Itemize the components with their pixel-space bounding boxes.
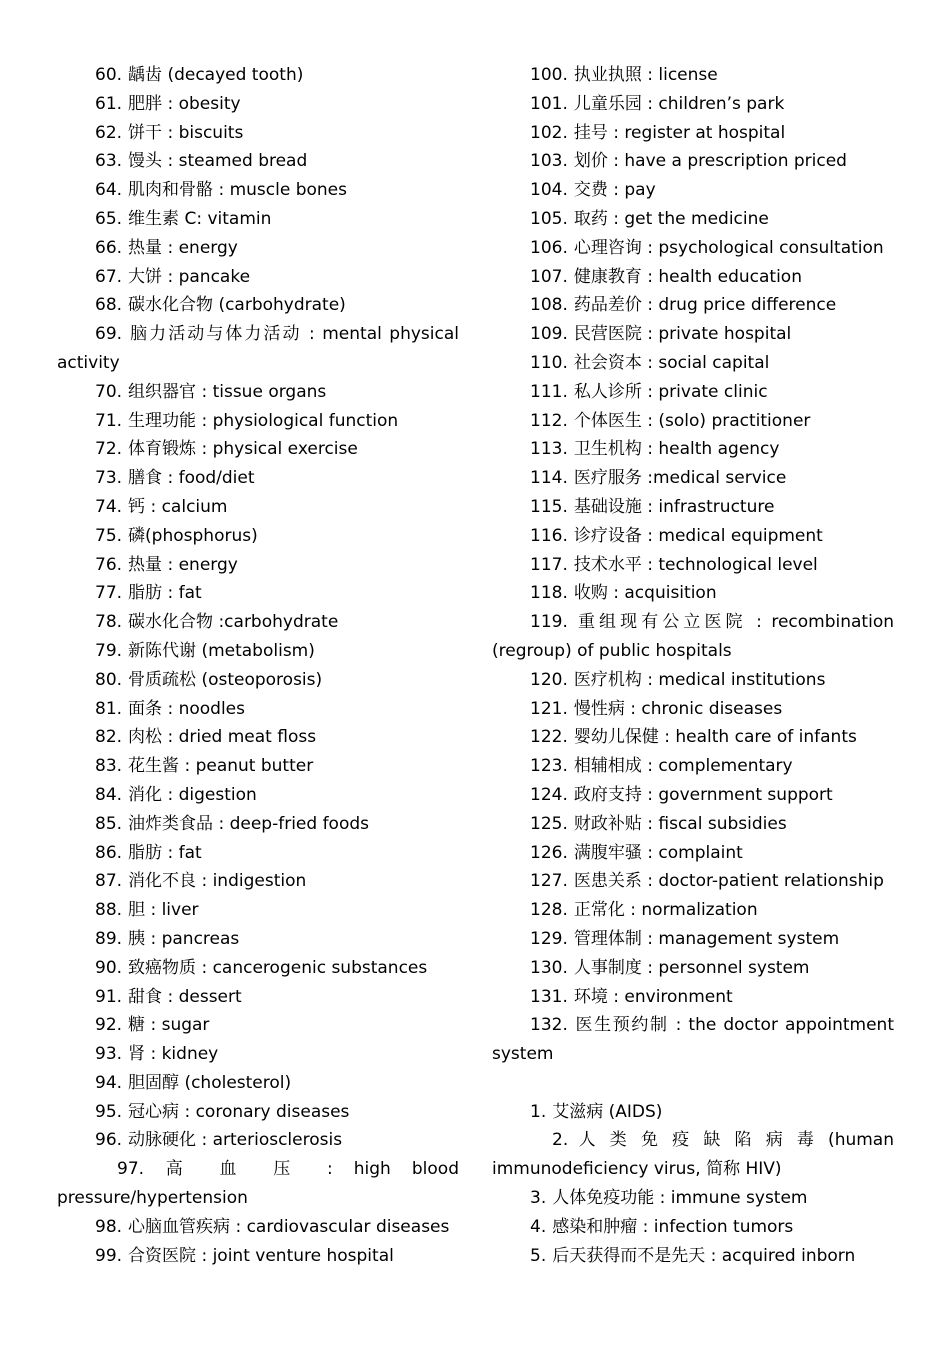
entry-text: 致癌物质 : cancerogenic substances (128, 957, 428, 978)
entry-number: 84. (95, 784, 123, 805)
glossary-entry (492, 983, 894, 1012)
entry-text: 医疗机构 : medical institutions (573, 669, 826, 690)
glossary-entry (57, 522, 459, 551)
entry-text: 管理体制 : management system (573, 928, 840, 949)
entry-number: 121. (530, 698, 568, 719)
glossary-entry (492, 551, 894, 580)
entry-number: 127. (530, 871, 568, 892)
entry-text: 政府支持 : government support (573, 784, 833, 805)
entry-number: 87. (95, 871, 123, 892)
glossary-entry (492, 493, 894, 522)
entry-text: 社会资本 : social capital (573, 352, 770, 373)
entry-number: 83. (95, 756, 123, 777)
entry-number: 64. (95, 180, 123, 201)
entry-number: 117. (530, 554, 568, 575)
glossary-entry (492, 464, 894, 493)
entry-text: 花生酱 : peanut butter (128, 756, 314, 777)
entry-text: 肾 : kidney (128, 1044, 219, 1065)
entry-number: 124. (530, 784, 568, 805)
entry-number: 69. (95, 324, 123, 345)
entry-text: 心理咨询 : psychological consultation (573, 237, 884, 258)
entry-text: 收购 : acquisition (573, 583, 717, 604)
entry-text: 健康教育 : health education (573, 266, 802, 287)
glossary-entry (57, 810, 459, 839)
entry-text: 环境 : environment (573, 986, 733, 1007)
entry-text: 高 血 压 : high blood pressure/hypertension (57, 1159, 459, 1209)
glossary-entry (57, 954, 459, 983)
entry-text: 交费 : pay (573, 180, 656, 201)
glossary-entry (57, 407, 459, 436)
entry-number: 89. (95, 928, 123, 949)
entry-text: 消化 : digestion (128, 784, 257, 805)
glossary-entry (492, 810, 894, 839)
right-column (492, 61, 894, 1270)
glossary-entry (57, 291, 459, 320)
entry-text: 龋齿 (decayed tooth) (128, 65, 304, 85)
entry-number: 120. (530, 669, 568, 690)
entry-text: 卫生机构 : health agency (573, 439, 780, 460)
entry-text: 生理功能 : physiological function (128, 410, 399, 431)
entry-number: 123. (530, 756, 568, 777)
entry-number: 132. (530, 1015, 568, 1036)
glossary-entry (492, 176, 894, 205)
glossary-entry (57, 1126, 459, 1155)
entry-text: 钙 : calcium (128, 496, 228, 517)
entry-text: 艾滋病 (AIDS) (552, 1101, 663, 1122)
entry-text: 人 类 免 疫 缺 陷 病 毒 (human immunodeficiency virus, 简称 HIV) (492, 1130, 894, 1180)
entry-number: 114. (530, 468, 568, 489)
entry-number: 103. (530, 151, 568, 172)
entry-number: 86. (95, 842, 123, 863)
glossary-entry (57, 263, 459, 292)
entry-number: 68. (95, 295, 123, 316)
glossary-entry (57, 1213, 459, 1242)
entry-text: 婴幼儿保健 : health care of infants (573, 727, 857, 748)
glossary-entry (57, 723, 459, 752)
left-column (57, 61, 459, 1270)
entry-number: 95. (95, 1101, 123, 1122)
entry-text: 合资医院 : joint venture hospital (128, 1245, 394, 1266)
glossary-entry (492, 954, 894, 983)
entry-text: 膳食 : food/diet (128, 468, 255, 489)
entry-text: 脂肪 : fat (128, 842, 202, 863)
glossary-entry (57, 839, 459, 868)
entry-text: 药品差价 : drug price difference (573, 295, 837, 316)
entry-text: 饼干 : biscuits (128, 122, 244, 143)
glossary-entry (492, 896, 894, 925)
entry-text: 挂号 : register at hospital (573, 122, 786, 143)
glossary-entry (57, 435, 459, 464)
entry-number: 77. (95, 583, 123, 604)
entry-text: 私人诊所 : private clinic (573, 381, 768, 402)
glossary-entry (492, 1126, 894, 1184)
entry-number: 66. (95, 237, 123, 258)
glossary-entry (492, 147, 894, 176)
entry-number: 4. (530, 1216, 547, 1237)
entry-number: 71. (95, 410, 123, 431)
glossary-entry (57, 867, 459, 896)
glossary-entry (492, 608, 894, 666)
entry-text: 肥胖 : obesity (128, 93, 241, 114)
entry-text: 脑力活动与体力活动 : mental physical activity (57, 324, 459, 373)
glossary-entry (57, 579, 459, 608)
entry-text: 碳水化合物 :carbohydrate (128, 612, 339, 633)
glossary-entry (492, 435, 894, 464)
glossary-entry (492, 1213, 894, 1242)
entry-text: 馒头 : steamed bread (128, 151, 308, 172)
glossary-entry (492, 205, 894, 234)
entry-text: 人体免疫功能 : immune system (552, 1188, 808, 1209)
glossary-entry (57, 1098, 459, 1127)
list-spacer (492, 1069, 894, 1098)
entry-number: 74. (95, 496, 123, 517)
glossary-entry (492, 1242, 894, 1271)
glossary-entry (492, 925, 894, 954)
glossary-entry (492, 234, 894, 263)
glossary-entry (492, 752, 894, 781)
entry-number: 78. (95, 612, 123, 633)
glossary-entry (57, 637, 459, 666)
glossary-entry (492, 839, 894, 868)
glossary-entry (57, 695, 459, 724)
entry-number: 79. (95, 640, 123, 661)
entry-number: 76. (95, 554, 123, 575)
entry-number: 82. (95, 727, 123, 748)
entry-text: 民营医院 : private hospital (573, 324, 792, 345)
glossary-entry (57, 378, 459, 407)
entry-text: 胰 : pancreas (128, 928, 240, 949)
glossary-entry (57, 320, 459, 378)
entry-text: 胆 : liver (128, 900, 199, 921)
entry-number: 115. (530, 496, 568, 517)
glossary-entry (57, 61, 459, 90)
entry-number: 131. (530, 986, 568, 1007)
entry-number: 90. (95, 957, 123, 978)
entry-number: 92. (95, 1015, 123, 1036)
entry-text: 技术水平 : technological level (573, 554, 818, 575)
entry-number: 81. (95, 698, 123, 719)
entry-number: 80. (95, 669, 123, 690)
glossary-entry (492, 579, 894, 608)
glossary-entry (492, 1098, 894, 1127)
entry-number: 96. (95, 1130, 123, 1151)
glossary-entry (492, 263, 894, 292)
entry-text: 相辅相成 : complementary (573, 756, 793, 777)
glossary-entry (57, 119, 459, 148)
entry-number: 129. (530, 928, 568, 949)
entry-number: 62. (95, 122, 123, 143)
glossary-entry (492, 1011, 894, 1069)
glossary-entry (57, 666, 459, 695)
glossary-entry (57, 464, 459, 493)
glossary-entry (57, 608, 459, 637)
entry-number: 99. (95, 1245, 123, 1266)
glossary-entry (57, 1155, 459, 1213)
entry-text: 执业执照 : license (573, 65, 718, 85)
entry-number: 108. (530, 295, 568, 316)
glossary-entry (57, 1040, 459, 1069)
entry-number: 128. (530, 900, 568, 921)
entry-text: 甜食 : dessert (128, 986, 242, 1007)
entry-number: 126. (530, 842, 568, 863)
glossary-entry (492, 666, 894, 695)
entry-number: 122. (530, 727, 568, 748)
entry-number: 93. (95, 1044, 123, 1065)
entry-text: 大饼 : pancake (128, 266, 251, 287)
entry-text: 心脑血管疾病 : cardiovascular diseases (128, 1216, 450, 1237)
entry-text: 医患关系 : doctor-patient relationship (573, 871, 884, 892)
entry-text: 肌肉和骨骼 : muscle bones (128, 180, 347, 201)
entry-text: 肉松 : dried meat floss (128, 727, 317, 748)
glossary-entry (57, 1069, 459, 1098)
entry-text: 脂肪 : fat (128, 583, 202, 604)
glossary-entry (57, 1011, 459, 1040)
glossary-entry (492, 522, 894, 551)
entry-text: 儿童乐园 : children’s park (573, 93, 785, 114)
entry-number: 118. (530, 583, 568, 604)
glossary-entry (492, 291, 894, 320)
entry-text: 个体医生 : (solo) practitioner (573, 410, 811, 431)
entry-number: 130. (530, 957, 568, 978)
entry-text: 满腹牢骚 : complaint (573, 842, 743, 863)
entry-number: 104. (530, 180, 568, 201)
entry-text: 油炸类食品 : deep-fried foods (128, 813, 370, 834)
glossary-entry (57, 752, 459, 781)
glossary-entry (57, 176, 459, 205)
entry-text: 消化不良 : indigestion (128, 871, 307, 892)
entry-number: 119. (530, 612, 568, 633)
glossary-entry (492, 723, 894, 752)
glossary-entry (492, 349, 894, 378)
glossary-entry (492, 867, 894, 896)
entry-text: 感染和肿瘤 : infection tumors (552, 1216, 794, 1237)
entry-number: 5. (530, 1245, 547, 1266)
glossary-entry (492, 407, 894, 436)
entry-text: 糖 : sugar (128, 1015, 210, 1036)
entry-text: 后天获得而不是先天 : acquired inborn (552, 1245, 856, 1266)
entry-number: 63. (95, 151, 123, 172)
entry-text: 热量 : energy (128, 554, 238, 575)
glossary-entry (492, 781, 894, 810)
entry-number: 91. (95, 986, 123, 1007)
entry-number: 109. (530, 324, 568, 345)
glossary-entry (492, 320, 894, 349)
entry-text: 骨质疏松 (osteoporosis) (128, 669, 323, 690)
entry-number: 88. (95, 900, 123, 921)
entry-text: 取药 : get the medicine (573, 208, 769, 229)
entry-text: 胆固醇 (cholesterol) (128, 1072, 292, 1093)
entry-text: 组织器官 : tissue organs (128, 381, 327, 402)
entry-number: 101. (530, 93, 568, 114)
entry-number: 100. (530, 65, 568, 85)
glossary-entry (492, 61, 894, 90)
entry-number: 105. (530, 208, 568, 229)
glossary-entry (492, 119, 894, 148)
entry-number: 111. (530, 381, 568, 402)
entry-text: 重组现有公立医院 : recombination (regroup) of public hospitals (492, 612, 894, 661)
entry-text: 财政补贴 : fiscal subsidies (573, 813, 787, 834)
entry-number: 60. (95, 65, 123, 85)
entry-text: 动脉硬化 : arteriosclerosis (128, 1130, 343, 1151)
entry-text: 正常化 : normalization (573, 900, 758, 921)
entry-number: 98. (95, 1216, 123, 1237)
entry-text: 新陈代谢 (metabolism) (128, 640, 315, 661)
entry-number: 72. (95, 439, 123, 460)
entry-number: 94. (95, 1072, 123, 1093)
entry-number: 70. (95, 381, 123, 402)
glossary-entry (57, 147, 459, 176)
entry-number: 2. (552, 1130, 569, 1151)
entry-number: 107. (530, 266, 568, 287)
entry-text: 诊疗设备 : medical equipment (573, 525, 823, 546)
glossary-entry (492, 1184, 894, 1213)
entry-number: 102. (530, 122, 568, 143)
entry-number: 110. (530, 352, 568, 373)
entry-number: 113. (530, 439, 568, 460)
entry-text: 冠心病 : coronary diseases (128, 1101, 350, 1122)
glossary-entry (57, 551, 459, 580)
entry-number: 112. (530, 410, 568, 431)
glossary-entry (57, 983, 459, 1012)
entry-text: 磷(phosphorus) (128, 525, 258, 546)
entry-number: 61. (95, 93, 123, 114)
glossary-entry (57, 781, 459, 810)
entry-number: 3. (530, 1188, 547, 1209)
entry-number: 106. (530, 237, 568, 258)
glossary-entry (57, 493, 459, 522)
entry-text: 维生素 C: vitamin (128, 208, 272, 229)
glossary-entry (57, 896, 459, 925)
entry-number: 75. (95, 525, 123, 546)
glossary-entry (57, 925, 459, 954)
entry-text: 医疗服务 :medical service (573, 468, 787, 489)
entry-text: 人事制度 : personnel system (573, 957, 810, 978)
entry-text: 热量 : energy (128, 237, 238, 258)
entry-number: 73. (95, 468, 123, 489)
entry-text: 基础设施 : infrastructure (573, 496, 775, 517)
entry-number: 65. (95, 208, 123, 229)
entry-text: 碳水化合物 (carbohydrate) (128, 295, 346, 316)
glossary-entry (57, 90, 459, 119)
entry-number: 1. (530, 1101, 547, 1122)
entry-text: 体育锻炼 : physical exercise (128, 439, 358, 460)
entry-text: 面条 : noodles (128, 698, 245, 719)
entry-text: 慢性病 : chronic diseases (573, 698, 783, 719)
glossary-entry (57, 205, 459, 234)
glossary-entry (57, 1242, 459, 1271)
entry-number: 97. (117, 1159, 145, 1180)
entry-number: 85. (95, 813, 123, 834)
glossary-entry (57, 234, 459, 263)
entry-text: 划价 : have a prescription priced (573, 151, 847, 172)
entry-number: 67. (95, 266, 123, 287)
glossary-entry (492, 378, 894, 407)
entry-number: 116. (530, 525, 568, 546)
entry-number: 125. (530, 813, 568, 834)
entry-text: 医生预约制 : the doctor appointment system (492, 1015, 894, 1065)
glossary-entry (492, 90, 894, 119)
glossary-entry (492, 695, 894, 724)
